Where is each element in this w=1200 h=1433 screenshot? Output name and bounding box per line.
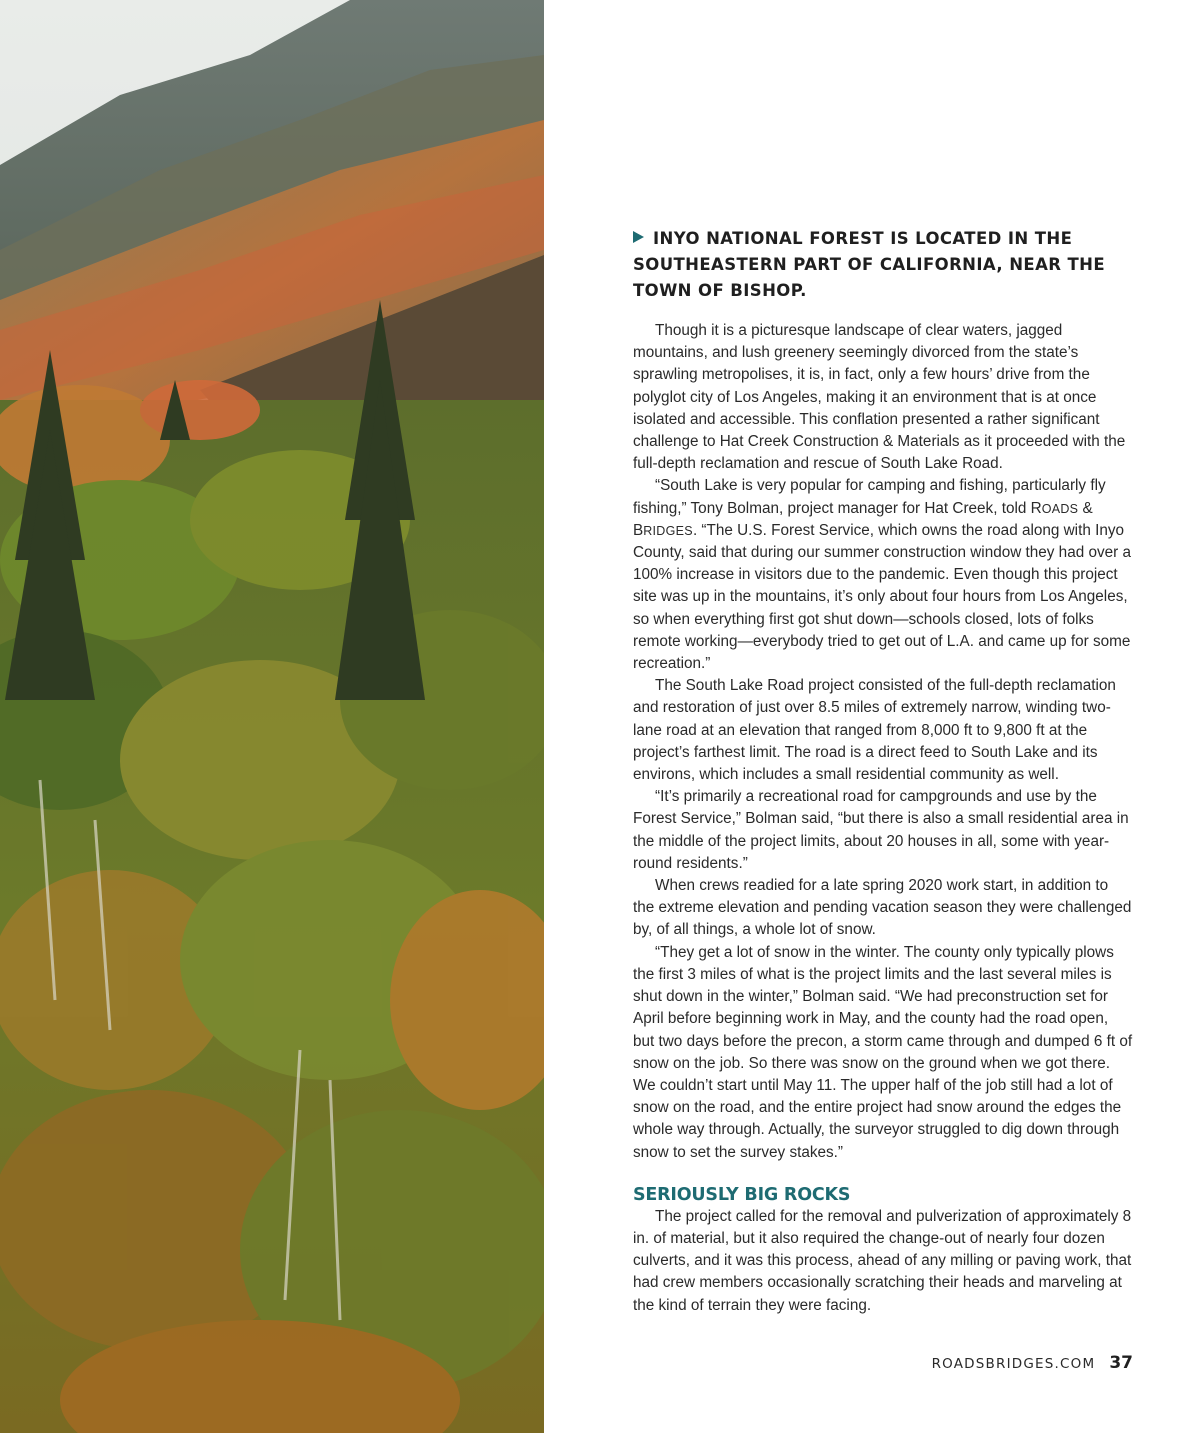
magazine-name-smallcaps-2: RIDGES [643,523,693,538]
paragraph-2 [633,475,1133,675]
paragraph-4: “It’s primarily a recreational road for campgrounds and use by the Forest Service,” Bolman said, “but there is also a small residential area in the middle of the project limits, about 20 houses in all, some with year-round residents.” [633,788,1129,872]
paragraph-1: Though it is a picturesque landscape of clear waters, jagged mountains, and lush greenery seemingly divorced from the state’s sprawling metropolises, it is, in fact, only a few hours’ drive from the polyglot city of Los Angeles, making it an environment that is at once isolated and accessible. This conflation presented a rather significant challenge to Hat Creek Construction & Materials as it proceeded with the full-depth reclamation and rescue of South Lake Road. [633,322,1126,473]
triangle-arrow-icon [633,231,644,243]
page-number: 37 [1109,1353,1133,1373]
magazine-name-smallcaps: OADS [1041,501,1079,516]
paragraph-2-quote: . “The U.S. Forest Service, which owns the road along with Inyo County, said that during our summer construction window they had over a 100% increase in visitors due to the pandemic. Even though this project site was up in the mountains, it’s only about four hours from Los Angeles, so when everything first got shut down—schools closed, lots of folks remote working—everybody tried to get out of L.A. and came up for some recreation.” [633,521,1131,673]
paragraph-3: The South Lake Road project consisted of the full-depth reclamation and restoration of just over 8.5 miles of extremely narrow, winding two-lane road at an elevation that ranged from 8,000 ft to 9,800 ft at the project’s farthest limit. The road is a direct feed to South Lake and its environs, which includes a small residential community as well. [633,677,1116,784]
forest-photo [0,0,544,1433]
magazine-name-initial-2: B [633,521,644,539]
photo-caption [633,226,1133,304]
magazine-name-initial: R [1030,499,1042,517]
site-url: ROADSBRIDGES.COM [931,1356,1096,1372]
caption-text: INYO NATIONAL FOREST IS LOCATED IN THE SOUTHEASTERN PART OF CALIFORNIA, NEAR THE TOWN OF BISHOP. [633,229,1106,300]
page-footer [932,1353,1133,1373]
paragraph-5: When crews readied for a late spring 2020 work start, in addition to the extreme elevation and pending vacation season they were challenged by, of all things, a whole lot of snow. [633,877,1132,939]
paragraph-7: The project called for the removal and pulverization of approximately 8 in. of material, but it also required the change-out of nearly four dozen culverts, and it was this process, ahead of any milling or paving work, that had crew members occasionally scratching their heads and marveling at the kind of terrain they were facing. [633,1207,1132,1314]
article-column [633,226,1133,1317]
paragraph-2-text: “South Lake is very popular for camping and fishing, particularly fly fishing,” Tony Bolman, project manager for Hat Creek, told [633,477,1106,517]
paragraph-6: “They get a lot of snow in the winter. The county only typically plows the first 3 miles of what is the project limits and the last several miles is shut down in the winter,” Bolman said. “We had preconstruction set for April before beginning work in May, and the county had the road open, but two days before the precon, a storm came through and dumped 6 ft of snow on the job. So there was snow on the ground when we got there. We couldn’t start until May 11. The upper half of the job still had a lot of snow on the road, and the entire project had snow around the edges the whole way through. Actually, the surveyor struggled to dig down through snow to set the survey stakes.” [633,943,1133,1161]
magazine-name-amp: & [1078,499,1093,517]
section-subhead: SERIOUSLY BIG ROCKS [633,1184,851,1205]
